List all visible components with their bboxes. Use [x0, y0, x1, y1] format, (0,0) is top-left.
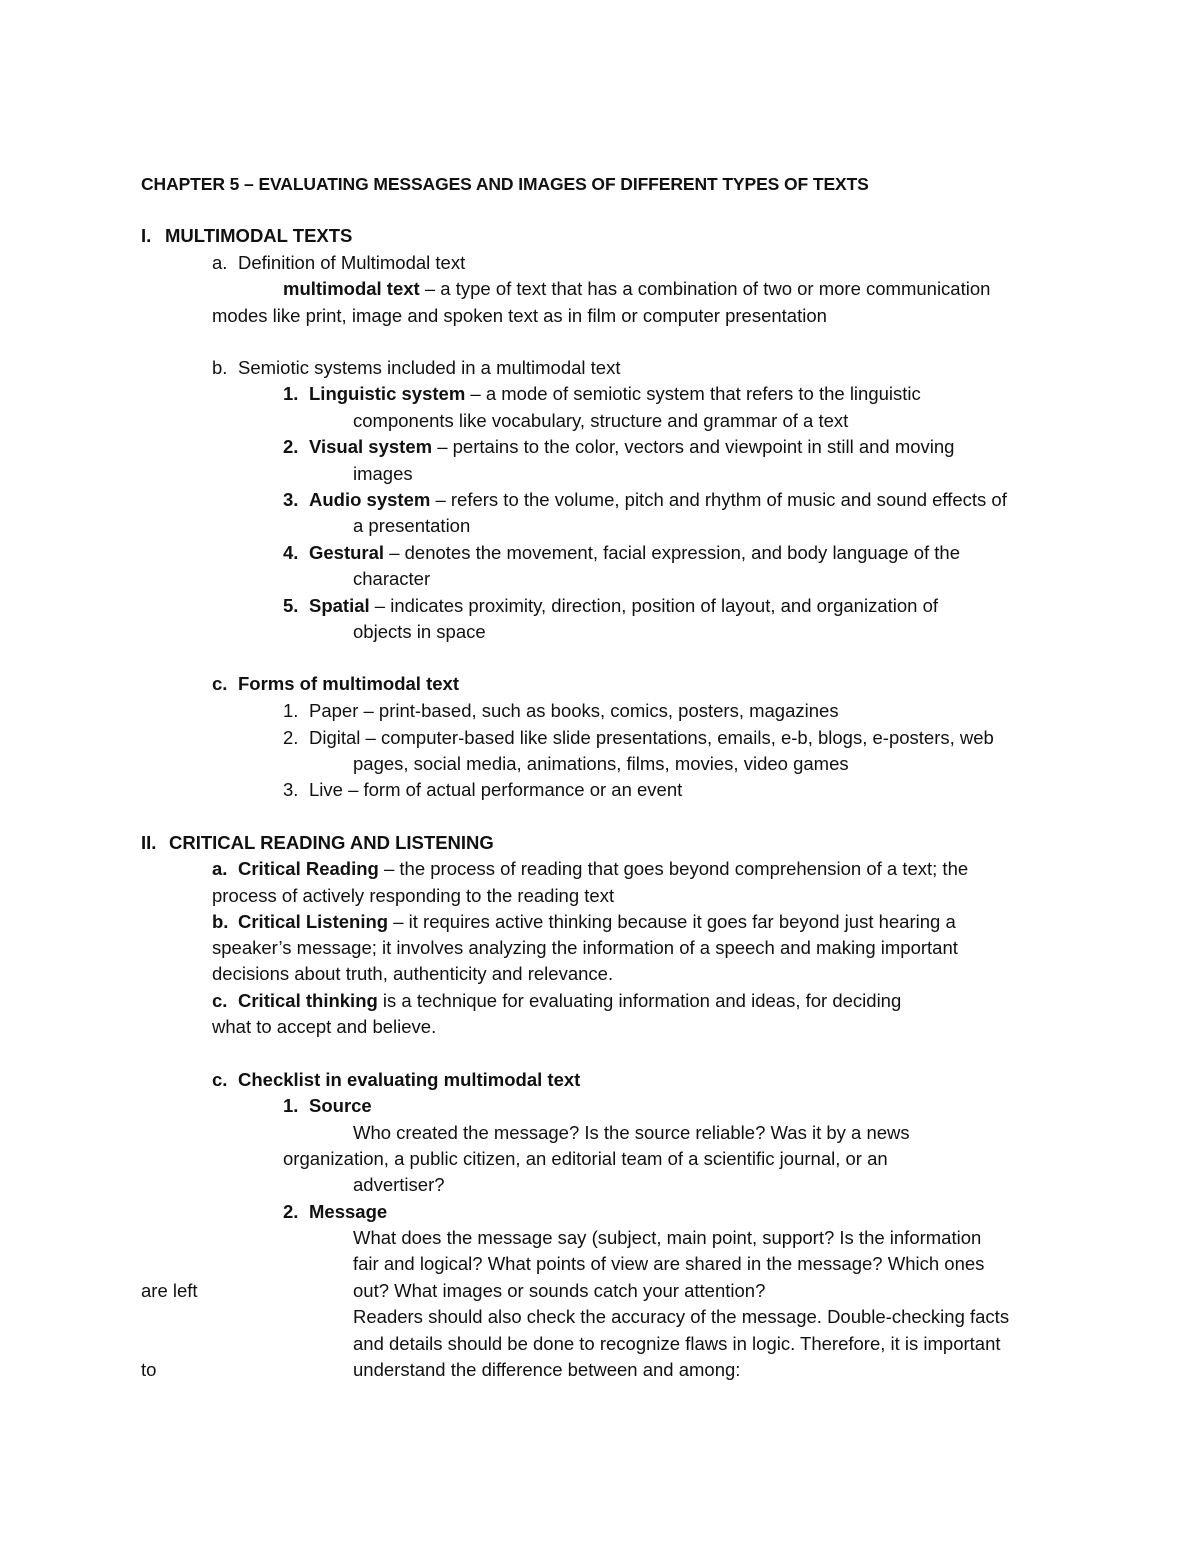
semiotic-5-line-2: objects in space [353, 621, 486, 642]
section-2-number: II. [141, 832, 157, 853]
critical-listening-term: Critical Listening [238, 911, 389, 932]
definition-line-2: modes like print, image and spoken text as in film or computer presentation [212, 305, 827, 326]
semiotic-3-line-1 [309, 488, 1007, 512]
critical-reading-term: Critical Reading [238, 858, 379, 879]
definition-text: – a type of text that has a combination of two or more communication [419, 278, 991, 299]
critical-listening-text: – it requires active thinking because it goes far beyond just hearing a [388, 911, 956, 932]
form-3-number: 3. [283, 779, 299, 800]
chapter-title: CHAPTER 5 – EVALUATING MESSAGES AND IMAGES OF DIFFERENT TYPES OF TEXTS [141, 174, 869, 194]
semiotic-4-number: 4. [283, 542, 299, 563]
semiotic-1-line-2: components like vocabulary, structure and grammar of a text [353, 410, 849, 431]
semiotic-3-line-2: a presentation [353, 515, 471, 536]
item-c-text: Forms of multimodal text [238, 673, 459, 694]
message-line-6-left: to [141, 1359, 157, 1380]
message-line-5: and details should be done to recognize flaws in logic. Therefore, it is important [353, 1333, 1001, 1354]
semiotic-2-number: 2. [283, 436, 299, 457]
form-1-number: 1. [283, 700, 299, 721]
semiotic-2-line-1 [309, 435, 954, 459]
definition-line-1 [283, 277, 990, 301]
critical-reading-marker: a. [212, 858, 228, 879]
form-2-line-2: pages, social media, animations, films, movies, video games [353, 753, 849, 774]
semiotic-5-number: 5. [283, 595, 299, 616]
form-2-number: 2. [283, 727, 299, 748]
critical-listening-line-2: speaker’s message; it involves analyzing the information of a speech and making important [212, 937, 958, 958]
semiotic-2-line-2: images [353, 463, 413, 484]
checklist-source-number: 1. [283, 1095, 299, 1116]
checklist-message-label: Message [309, 1201, 388, 1222]
item-a-marker: a. [212, 252, 228, 273]
semiotic-1-text: – a mode of semiotic system that refers to the linguistic [465, 383, 921, 404]
item-b-text: Semiotic systems included in a multimodal text [238, 357, 621, 378]
critical-thinking-text: is a technique for evaluating information and ideas, for deciding [377, 990, 902, 1011]
semiotic-4-line-2: character [353, 568, 431, 589]
semiotic-5-text: – indicates proximity, direction, position of layout, and organization of [369, 595, 939, 616]
semiotic-5-line-1 [309, 594, 938, 618]
semiotic-1-term: Linguistic system [309, 383, 466, 404]
semiotic-4-term: Gestural [309, 542, 385, 563]
critical-listening-marker: b. [212, 911, 229, 932]
checklist-marker: c. [212, 1069, 228, 1090]
critical-listening-line-1 [238, 910, 956, 934]
source-line-3: advertiser? [353, 1174, 445, 1195]
message-line-2: fair and logical? What points of view are shared in the message? Which ones [353, 1253, 985, 1274]
item-b-marker: b. [212, 357, 228, 378]
critical-reading-line-1 [238, 857, 968, 881]
semiotic-2-text: – pertains to the color, vectors and viewpoint in still and moving [432, 436, 955, 457]
checklist-heading: Checklist in evaluating multimodal text [238, 1069, 581, 1090]
message-line-3: out? What images or sounds catch your attention? [353, 1280, 766, 1301]
section-1-number: I. [141, 225, 152, 246]
semiotic-3-number: 3. [283, 489, 299, 510]
semiotic-4-text: – denotes the movement, facial expression, and body language of the [384, 542, 961, 563]
checklist-message-number: 2. [283, 1201, 299, 1222]
checklist-source-label: Source [309, 1095, 372, 1116]
form-2-text: Digital – computer-based like slide presentations, emails, e-b, blogs, e-posters, web [309, 727, 994, 748]
message-line-3-left: are left [141, 1280, 198, 1301]
semiotic-3-text: – refers to the volume, pitch and rhythm of music and sound effects of [430, 489, 1007, 510]
source-line-2: organization, a public citizen, an editorial team of a scientific journal, or an [283, 1148, 888, 1169]
critical-reading-text: – the process of reading that goes beyond comprehension of a text; the [378, 858, 969, 879]
item-c-marker: c. [212, 673, 228, 694]
item-a-text: Definition of Multimodal text [238, 252, 466, 273]
critical-thinking-line-1 [238, 989, 901, 1013]
critical-thinking-marker: c. [212, 990, 228, 1011]
critical-thinking-term: Critical thinking [238, 990, 378, 1011]
critical-reading-line-2: process of actively responding to the reading text [212, 885, 615, 906]
definition-term: multimodal text [283, 278, 420, 299]
critical-listening-line-3: decisions about truth, authenticity and relevance. [212, 963, 614, 984]
semiotic-5-term: Spatial [309, 595, 370, 616]
section-1-heading: MULTIMODAL TEXTS [165, 225, 353, 246]
section-2-heading: CRITICAL READING AND LISTENING [169, 832, 494, 853]
source-line-1: Who created the message? Is the source reliable? Was it by a news [353, 1122, 910, 1143]
semiotic-4-line-1 [309, 541, 960, 565]
message-line-4: Readers should also check the accuracy of the message. Double-checking facts [353, 1306, 1010, 1327]
semiotic-3-term: Audio system [309, 489, 431, 510]
message-line-6: understand the difference between and among: [353, 1359, 741, 1380]
form-1-text: Paper – print-based, such as books, comics, posters, magazines [309, 700, 839, 721]
message-line-1: What does the message say (subject, main point, support? Is the information [353, 1227, 982, 1248]
semiotic-1-number: 1. [283, 383, 299, 404]
semiotic-1-line-1 [309, 382, 921, 406]
semiotic-2-term: Visual system [309, 436, 433, 457]
form-3-text: Live – form of actual performance or an event [309, 779, 683, 800]
critical-thinking-line-2: what to accept and believe. [212, 1016, 437, 1037]
